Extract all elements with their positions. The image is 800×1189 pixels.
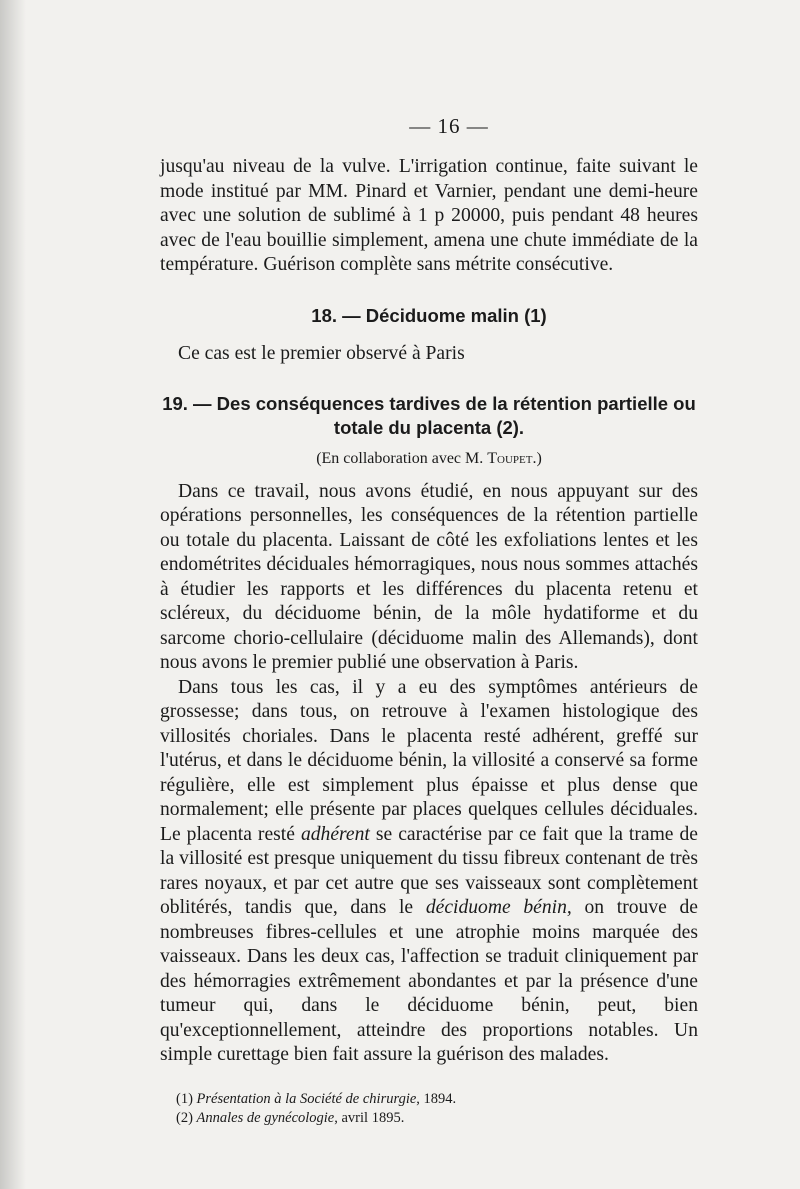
- footnote-1: [176, 1090, 698, 1109]
- footnote-2-title: Annales de gynécologie: [196, 1109, 335, 1126]
- section-19-title-line2: totale du placenta (2).: [333, 416, 525, 438]
- section-19-paragraph-2: [160, 676, 698, 1068]
- collab-name: Toupet: [487, 449, 533, 467]
- section-19-title: [160, 392, 698, 440]
- para2-part-b: se caractérise par ce fait que la trame de la villosité est presque uniquement du tissu fibreux contenant de très rares noyaux, et par cet autre que ses vaisseaux sont complètement oblitérés, tandis que, dans le: [160, 823, 698, 918]
- section-18-title: 18. — Déciduome malin (1): [311, 304, 547, 326]
- collaboration-note: [160, 448, 698, 470]
- footnotes: [160, 1090, 698, 1128]
- footnote-1-title: Présentation à la Société de chirurgie: [196, 1090, 417, 1107]
- section-19-title-line1: 19. — Des conséquences tardives de la rétention partielle ou: [162, 392, 696, 414]
- footnote-2-number: (2): [176, 1109, 197, 1126]
- footnote-2-rest: , avril 1895.: [334, 1109, 405, 1126]
- footnote-1-number: (1): [176, 1090, 197, 1107]
- para2-emphasis-adherent: adhérent: [300, 823, 370, 845]
- section-19-paragraph-1: Dans ce travail, nous avons étudié, en nous appuyant sur des opérations personnelles, les conséquences de la rétention partielle ou totale du placenta. Laissant de côté les exfoliations lentes et les endométrites déciduales hémorragiques, nous nous sommes attachés à étudier les rapports et les différences du placenta retenu et scléreux, du déciduome bénin, de la môle hydatiforme et du sarcome chorio-cellulaire (déciduome malin des Allemands), dont nous avons le premier publié une observation à Paris.: [160, 480, 698, 673]
- text-block: [160, 110, 698, 1128]
- collab-suffix: .): [532, 449, 542, 467]
- para2-part-a: Dans tous les cas, il y a eu des symptômes antérieurs de grossesse; dans tous, on retrouve à l'examen histologique des villosités choriales. Dans le placenta resté adhérent, greffé sur l'utérus, et dans le déciduome bénin, la villosité a conservé sa forme régulière, elle est simplement plus épaisse et plus dense que normalement; elle présente par places quelques cellules déciduales. Le placenta resté: [160, 676, 698, 845]
- collab-prefix: (En collaboration avec M.: [316, 449, 488, 467]
- footnote-2: [176, 1109, 698, 1128]
- intro-paragraph: jusqu'au niveau de la vulve. L'irrigation continue, faite suivant le mode institué par MM. Pinard et Varnier, pendant une demi-heure avec une solution de sublimé à 1 p 20000, puis pendant 48 heures avec de l'eau bouillie simplement, amena une chute immédiate de la température. Guérison complète sans métrite consécutive.: [160, 156, 698, 275]
- para2-emphasis-deciduome: déciduome bénin,: [425, 897, 572, 918]
- page-number: — 16 —: [409, 114, 489, 138]
- para2-part-c: on trouve de nombreuses fibres-cellules et une atrophie moins marquée des vaisseaux. Dans les deux cas, l'affection se traduit cliniquement par des hémorragies extrêmement abondantes et par la présence d'une tumeur qui, dans le déciduome bénin, peut, bien qu'exceptionnellement, atteindre des proportions notables. Un simple curettage bien fait assure la guérison des malades.: [160, 897, 698, 1065]
- page-edge-shadow: [0, 0, 26, 1189]
- footnote-1-rest: , 1894.: [416, 1090, 457, 1107]
- section-18-text: Ce cas est le premier observé à Paris: [178, 342, 465, 364]
